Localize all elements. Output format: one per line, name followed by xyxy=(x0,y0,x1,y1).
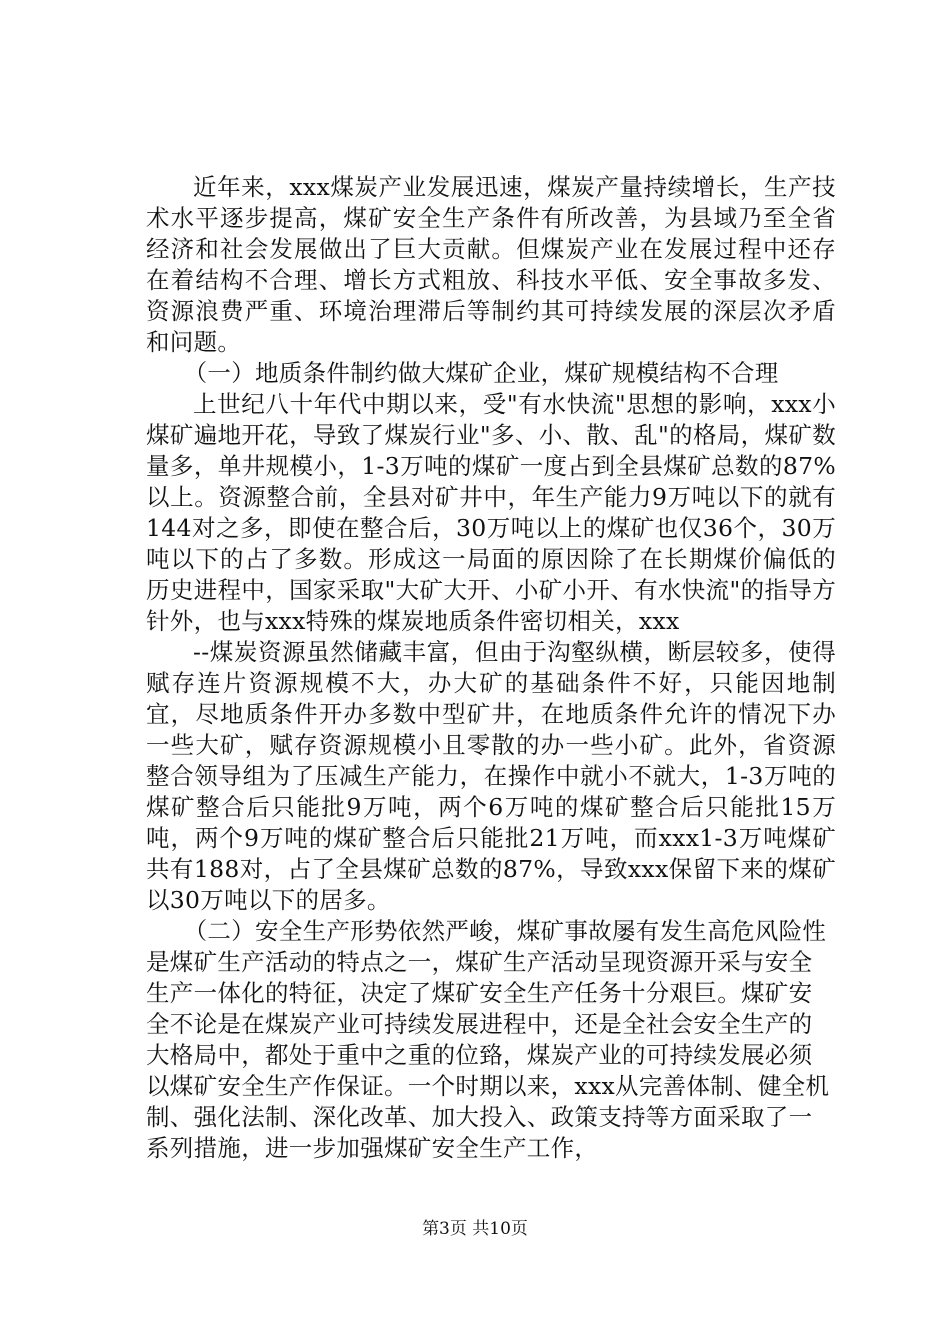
document-body xyxy=(146,172,836,1164)
paragraph-resources: --煤炭资源虽然储藏丰富，但由于沟壑纵横，断层较多，使得赋存连片资源规模不大，办大矿的基础条件不好，只能因地制宜，尽地质条件开办多数中型矿井，在地质条件允许的情况下办一些大矿，赋存资源规模小且零散的办一些小矿。此外，省资源整合领导组为了压减生产能力，在操作中就小不就大，1-3万吨的煤矿整合后只能批9万吨，两个6万吨的煤矿整合后只能批15万吨，两个9万吨的煤矿整合后只能批21万吨，而xxx1-3万吨煤矿共有188对，占了全县煤矿总数的87%，导致xxx保留下来的煤矿以30万吨以下的居多。 xyxy=(146,638,836,914)
section-heading-2: （二）安全生产形势依然严峻，煤矿事故屡有发生高危风险性是煤矿生产活动的特点之一，煤矿生产活动呈现资源开采与安全生产一体化的特征，决定了煤矿安全生产任务十分艰巨。煤矿安全不论是在煤炭产业可持续发展进程中，还是全社会安全生产的大格局中，都处于重中之重的位臵，煤炭产业的可持续发展必须以煤矿安全生产作保证。一个时期以来，xxx从完善体制、健全机制、强化法制、深化改革、加大投入、政策支持等方面采取了一系列措施，进一步加强煤矿安全生产工作， xyxy=(146,917,830,1162)
paragraph-history: 上世纪八十年代中期以来，受"有水快流"思想的影响，xxx小煤矿遍地开花，导致了煤炭行业"多、小、散、乱"的格局，煤矿数量多，单井规模小，1-3万吨的煤矿一度占到全县煤矿总数的87%以上。资源整合前，全县对矿井中，年生产能力9万吨以下的就有144对之多，即使在整合后，30万吨以上的煤矿也仅36个，30万吨以下的占了多数。形成这一局面的原因除了在长期煤价偏低的历史进程中，国家采取"大矿大开、小矿小开、有水快流"的指导方针外，也与xxx特殊的煤炭地质条件密切相关，xxx xyxy=(146,390,836,635)
page-footer: 第3页 共10页 xyxy=(422,1219,528,1239)
paragraph-intro: 近年来，xxx煤炭产业发展迅速，煤炭产量持续增长，生产技术水平逐步提高，煤矿安全生产条件有所改善，为县域乃至全省经济和社会发展做出了巨大贡献。但煤炭产业在发展过程中还存在着结构不合理、增长方式粗放、科技水平低、安全事故多发、资源浪费严重、环境治理滞后等制约其可持续发展的深层次矛盾和问题。 xyxy=(146,173,836,356)
section-heading-1: （一）地质条件制约做大煤矿企业，煤矿规模结构不合理 xyxy=(183,359,779,387)
